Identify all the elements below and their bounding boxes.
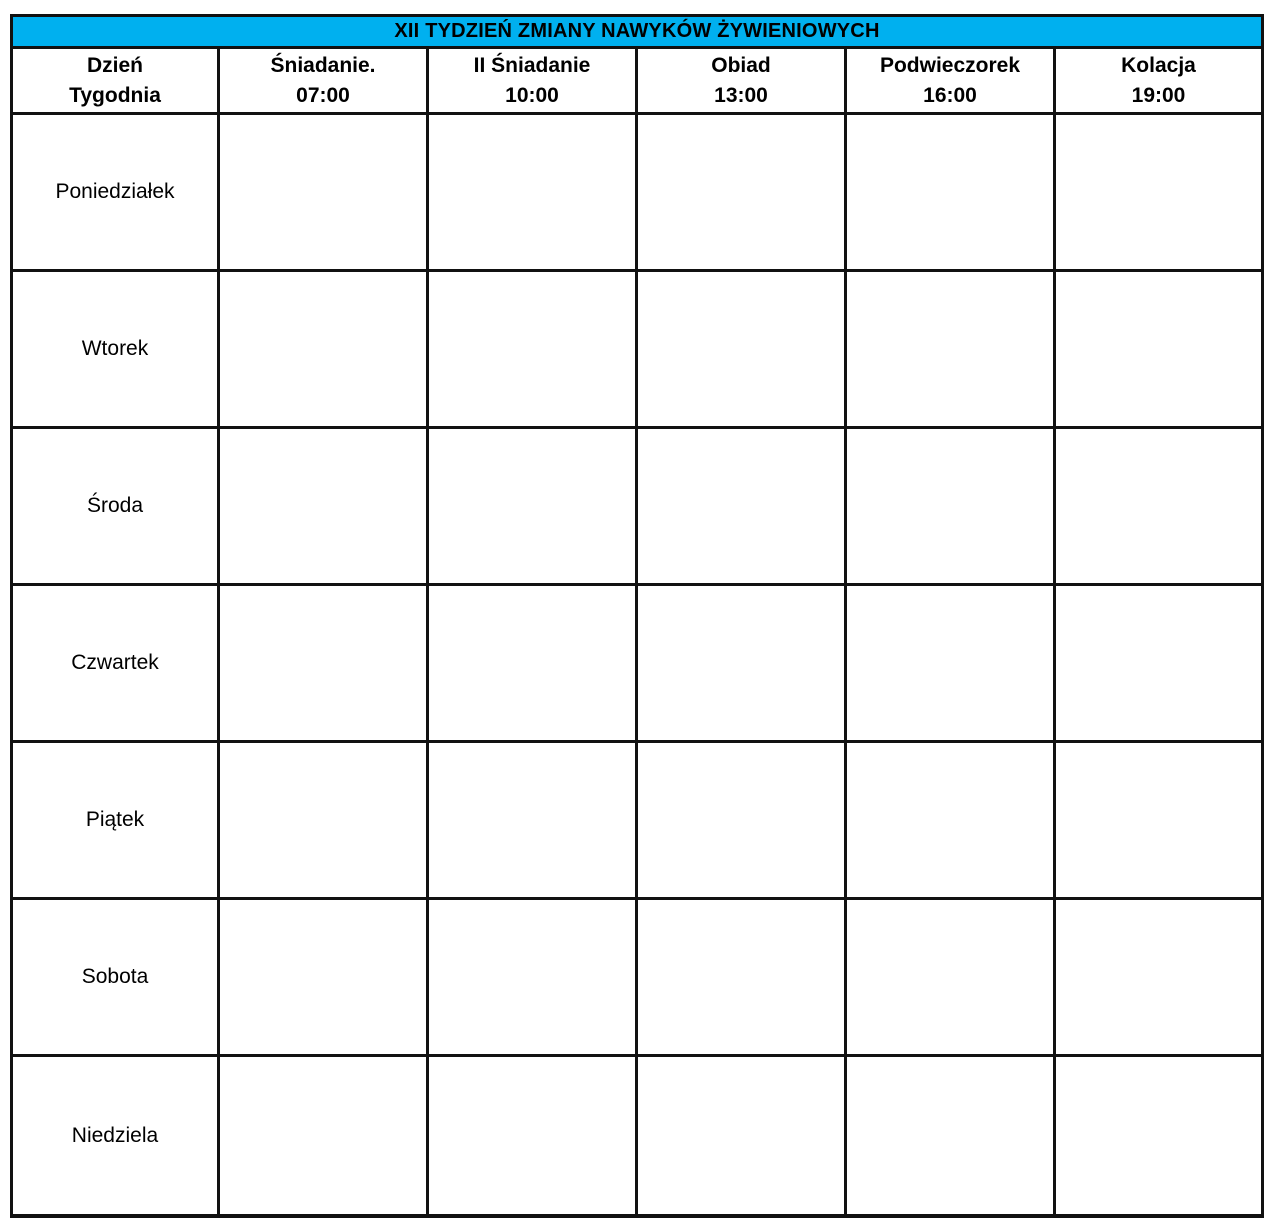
meal-cell-monday-lunch[interactable]	[638, 115, 847, 272]
meal-cell-sunday-breakfast[interactable]	[220, 1057, 429, 1214]
meal-cell-monday-dinner[interactable]	[1056, 115, 1261, 272]
meal-cell-friday-lunch[interactable]	[638, 743, 847, 900]
meal-cell-saturday-second-breakfast[interactable]	[429, 900, 638, 1057]
header-day	[13, 49, 220, 115]
meal-cell-friday-second-breakfast[interactable]	[429, 743, 638, 900]
header-dinner-label: Kolacja	[1121, 53, 1196, 77]
meal-cell-tuesday-lunch[interactable]	[638, 272, 847, 429]
header-afternoon-snack-time: 16:00	[923, 83, 977, 107]
header-lunch-time: 13:00	[714, 83, 768, 107]
meal-cell-friday-dinner[interactable]	[1056, 743, 1261, 900]
header-second-breakfast-time: 10:00	[505, 83, 559, 107]
meal-cell-thursday-lunch[interactable]	[638, 586, 847, 743]
meal-cell-friday-afternoon-snack[interactable]	[847, 743, 1056, 900]
meal-cell-wednesday-afternoon-snack[interactable]	[847, 429, 1056, 586]
header-breakfast-time: 07:00	[296, 83, 350, 107]
meal-cell-sunday-second-breakfast[interactable]	[429, 1057, 638, 1214]
meal-cell-tuesday-dinner[interactable]	[1056, 272, 1261, 429]
meal-cell-tuesday-second-breakfast[interactable]	[429, 272, 638, 429]
meal-cell-saturday-lunch[interactable]	[638, 900, 847, 1057]
day-label-wednesday: Środa	[13, 429, 220, 586]
meal-cell-thursday-afternoon-snack[interactable]	[847, 586, 1056, 743]
meal-cell-monday-breakfast[interactable]	[220, 115, 429, 272]
header-lunch-label: Obiad	[711, 53, 771, 77]
table-title: XII TYDZIEŃ ZMIANY NAWYKÓW ŻYWIENIOWYCH	[13, 17, 1261, 49]
meal-cell-monday-second-breakfast[interactable]	[429, 115, 638, 272]
meal-cell-thursday-breakfast[interactable]	[220, 586, 429, 743]
header-lunch	[638, 49, 847, 115]
header-second-breakfast-label: II Śniadanie	[473, 53, 591, 77]
day-label-friday: Piątek	[13, 743, 220, 900]
meal-cell-monday-afternoon-snack[interactable]	[847, 115, 1056, 272]
meal-cell-friday-breakfast[interactable]	[220, 743, 429, 900]
meal-cell-tuesday-afternoon-snack[interactable]	[847, 272, 1056, 429]
header-breakfast-label: Śniadanie.	[270, 53, 376, 77]
meal-cell-tuesday-breakfast[interactable]	[220, 272, 429, 429]
meal-cell-wednesday-lunch[interactable]	[638, 429, 847, 586]
meal-cell-saturday-breakfast[interactable]	[220, 900, 429, 1057]
meal-cell-saturday-dinner[interactable]	[1056, 900, 1261, 1057]
day-label-sunday: Niedziela	[13, 1057, 220, 1214]
header-dinner	[1056, 49, 1261, 115]
header-afternoon-snack-label: Podwieczorek	[879, 53, 1021, 77]
meal-cell-sunday-lunch[interactable]	[638, 1057, 847, 1214]
header-day-sublabel: Tygodnia	[69, 83, 161, 107]
header-dinner-time: 19:00	[1131, 83, 1186, 107]
meal-cell-thursday-dinner[interactable]	[1056, 586, 1261, 743]
day-label-thursday: Czwartek	[13, 586, 220, 743]
day-label-monday: Poniedziałek	[13, 115, 220, 272]
header-second-breakfast	[429, 49, 638, 115]
header-day-label: Dzień	[86, 53, 143, 77]
header-breakfast	[220, 49, 429, 115]
meal-cell-saturday-afternoon-snack[interactable]	[847, 900, 1056, 1057]
meal-plan-table	[10, 14, 1264, 1218]
day-label-saturday: Sobota	[13, 900, 220, 1057]
day-label-tuesday: Wtorek	[13, 272, 220, 429]
meal-cell-wednesday-second-breakfast[interactable]	[429, 429, 638, 586]
meal-cell-sunday-afternoon-snack[interactable]	[847, 1057, 1056, 1214]
meal-cell-wednesday-dinner[interactable]	[1056, 429, 1261, 586]
meal-cell-sunday-dinner[interactable]	[1056, 1057, 1261, 1214]
meal-cell-wednesday-breakfast[interactable]	[220, 429, 429, 586]
meal-cell-thursday-second-breakfast[interactable]	[429, 586, 638, 743]
header-afternoon-snack	[847, 49, 1056, 115]
